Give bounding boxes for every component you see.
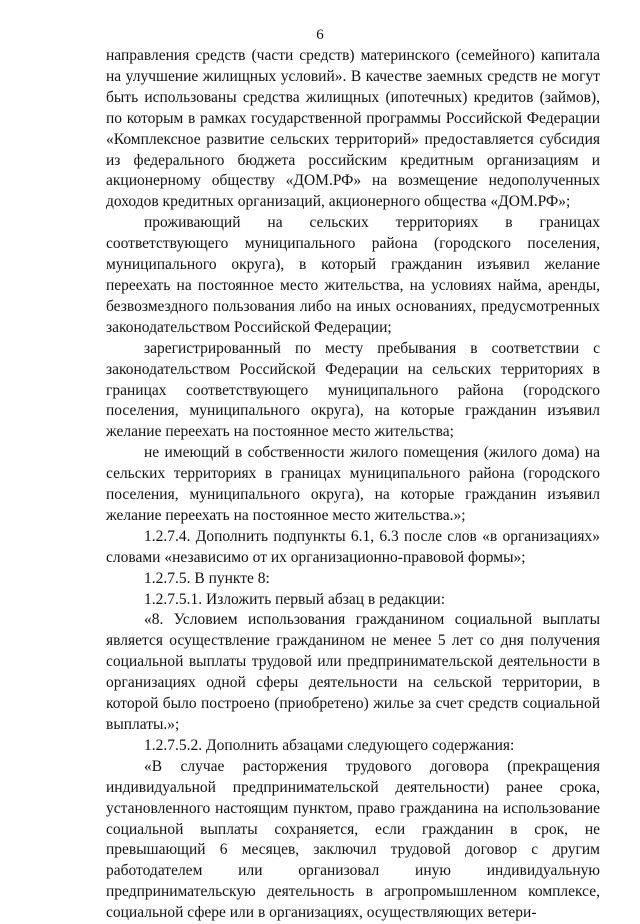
paragraph-condition-no-housing: не имеющий в собственности жилого помещения (жилого дома) на сельских территориях в границах муниципального района (городского поселения, муниципального округа), на которые гражданин изъявил желание переехать на постоянное место жительства.»; [106, 444, 600, 524]
paragraph-item-1-2-7-4: 1.2.7.4. Дополнить подпункты 6.1, 6.3 после слов «в организациях» словами «независимо от их организационно-правовой формы»; [106, 527, 600, 566]
document-body [106, 46, 600, 924]
page-number: 6 [316, 27, 324, 43]
paragraph-item-1-2-7-5-2: 1.2.7.5.2. Дополнить абзацами следующего содержания: [144, 736, 515, 754]
paragraph-item-1-2-7-5: 1.2.7.5. В пункте 8: [144, 569, 270, 587]
paragraph-condition-registered: зарегистрированный по месту пребывания в соответствии с законодательством Российской Федерации на сельских территориях в границах соответствующего муниципального района (городского поселения, муниципального округа), на которые гражданин изъявил желание переехать на постоянное место жительства; [106, 339, 600, 441]
paragraph-item-1-2-7-5-1: 1.2.7.5.1. Изложить первый абзац в редакции: [144, 590, 446, 608]
paragraph-condition-residing: проживающий на сельских территориях в границах соответствующего муниципального района (городского поселения, муниципального округа), в который гражданин изъявил желание переехать на постоянное место жительства, на условиях найма, аренды, безвозмездного пользования либо на иных основаниях, предусмотренных законодательством Российской Федерации; [106, 214, 600, 336]
paragraph-termination-case: «В случае расторжения трудового договора (прекращения индивидуальной предпринимательской деятельности) ранее срока, установленного настоящим пунктом, право гражданина на использование социальной выплаты сохраняется, если гражданин в срок, не превышающий 6 месяцев, заключил трудовой договор с другим работодателем или организовал иную индивидуальную предпринимательскую деятельность в агропромышленном комплексе, социальной сфере или в организациях, осуществляющих ветери- [106, 757, 600, 922]
paragraph-clause-8: «8. Условием использования гражданином социальной выплаты является осуществление гражданином не менее 5 лет со дня получения социальной выплаты трудовой или предпринимательской деятельности в организациях одной сферы деятельности на сельской территории, в которой было построено (приобретено) жилье за счет средств социальной выплаты.»; [106, 611, 600, 733]
paragraph-continuation: направления средств (части средств) материнского (семейного) капитала на улучшение жилищных условий». В качестве заемных средств не могут быть использованы средства жилищных (ипотечных) кредитов (займов), по которым в рамках государственной программы Российской Федерации «Комплексное развитие сельских территорий» предоставляется субсидия из федерального бюджета российским кредитным организациям и акционерному обществу «ДОМ.РФ» на возмещение недополученных доходов кредитных организаций, акционерного общества «ДОМ.РФ»; [106, 47, 600, 211]
